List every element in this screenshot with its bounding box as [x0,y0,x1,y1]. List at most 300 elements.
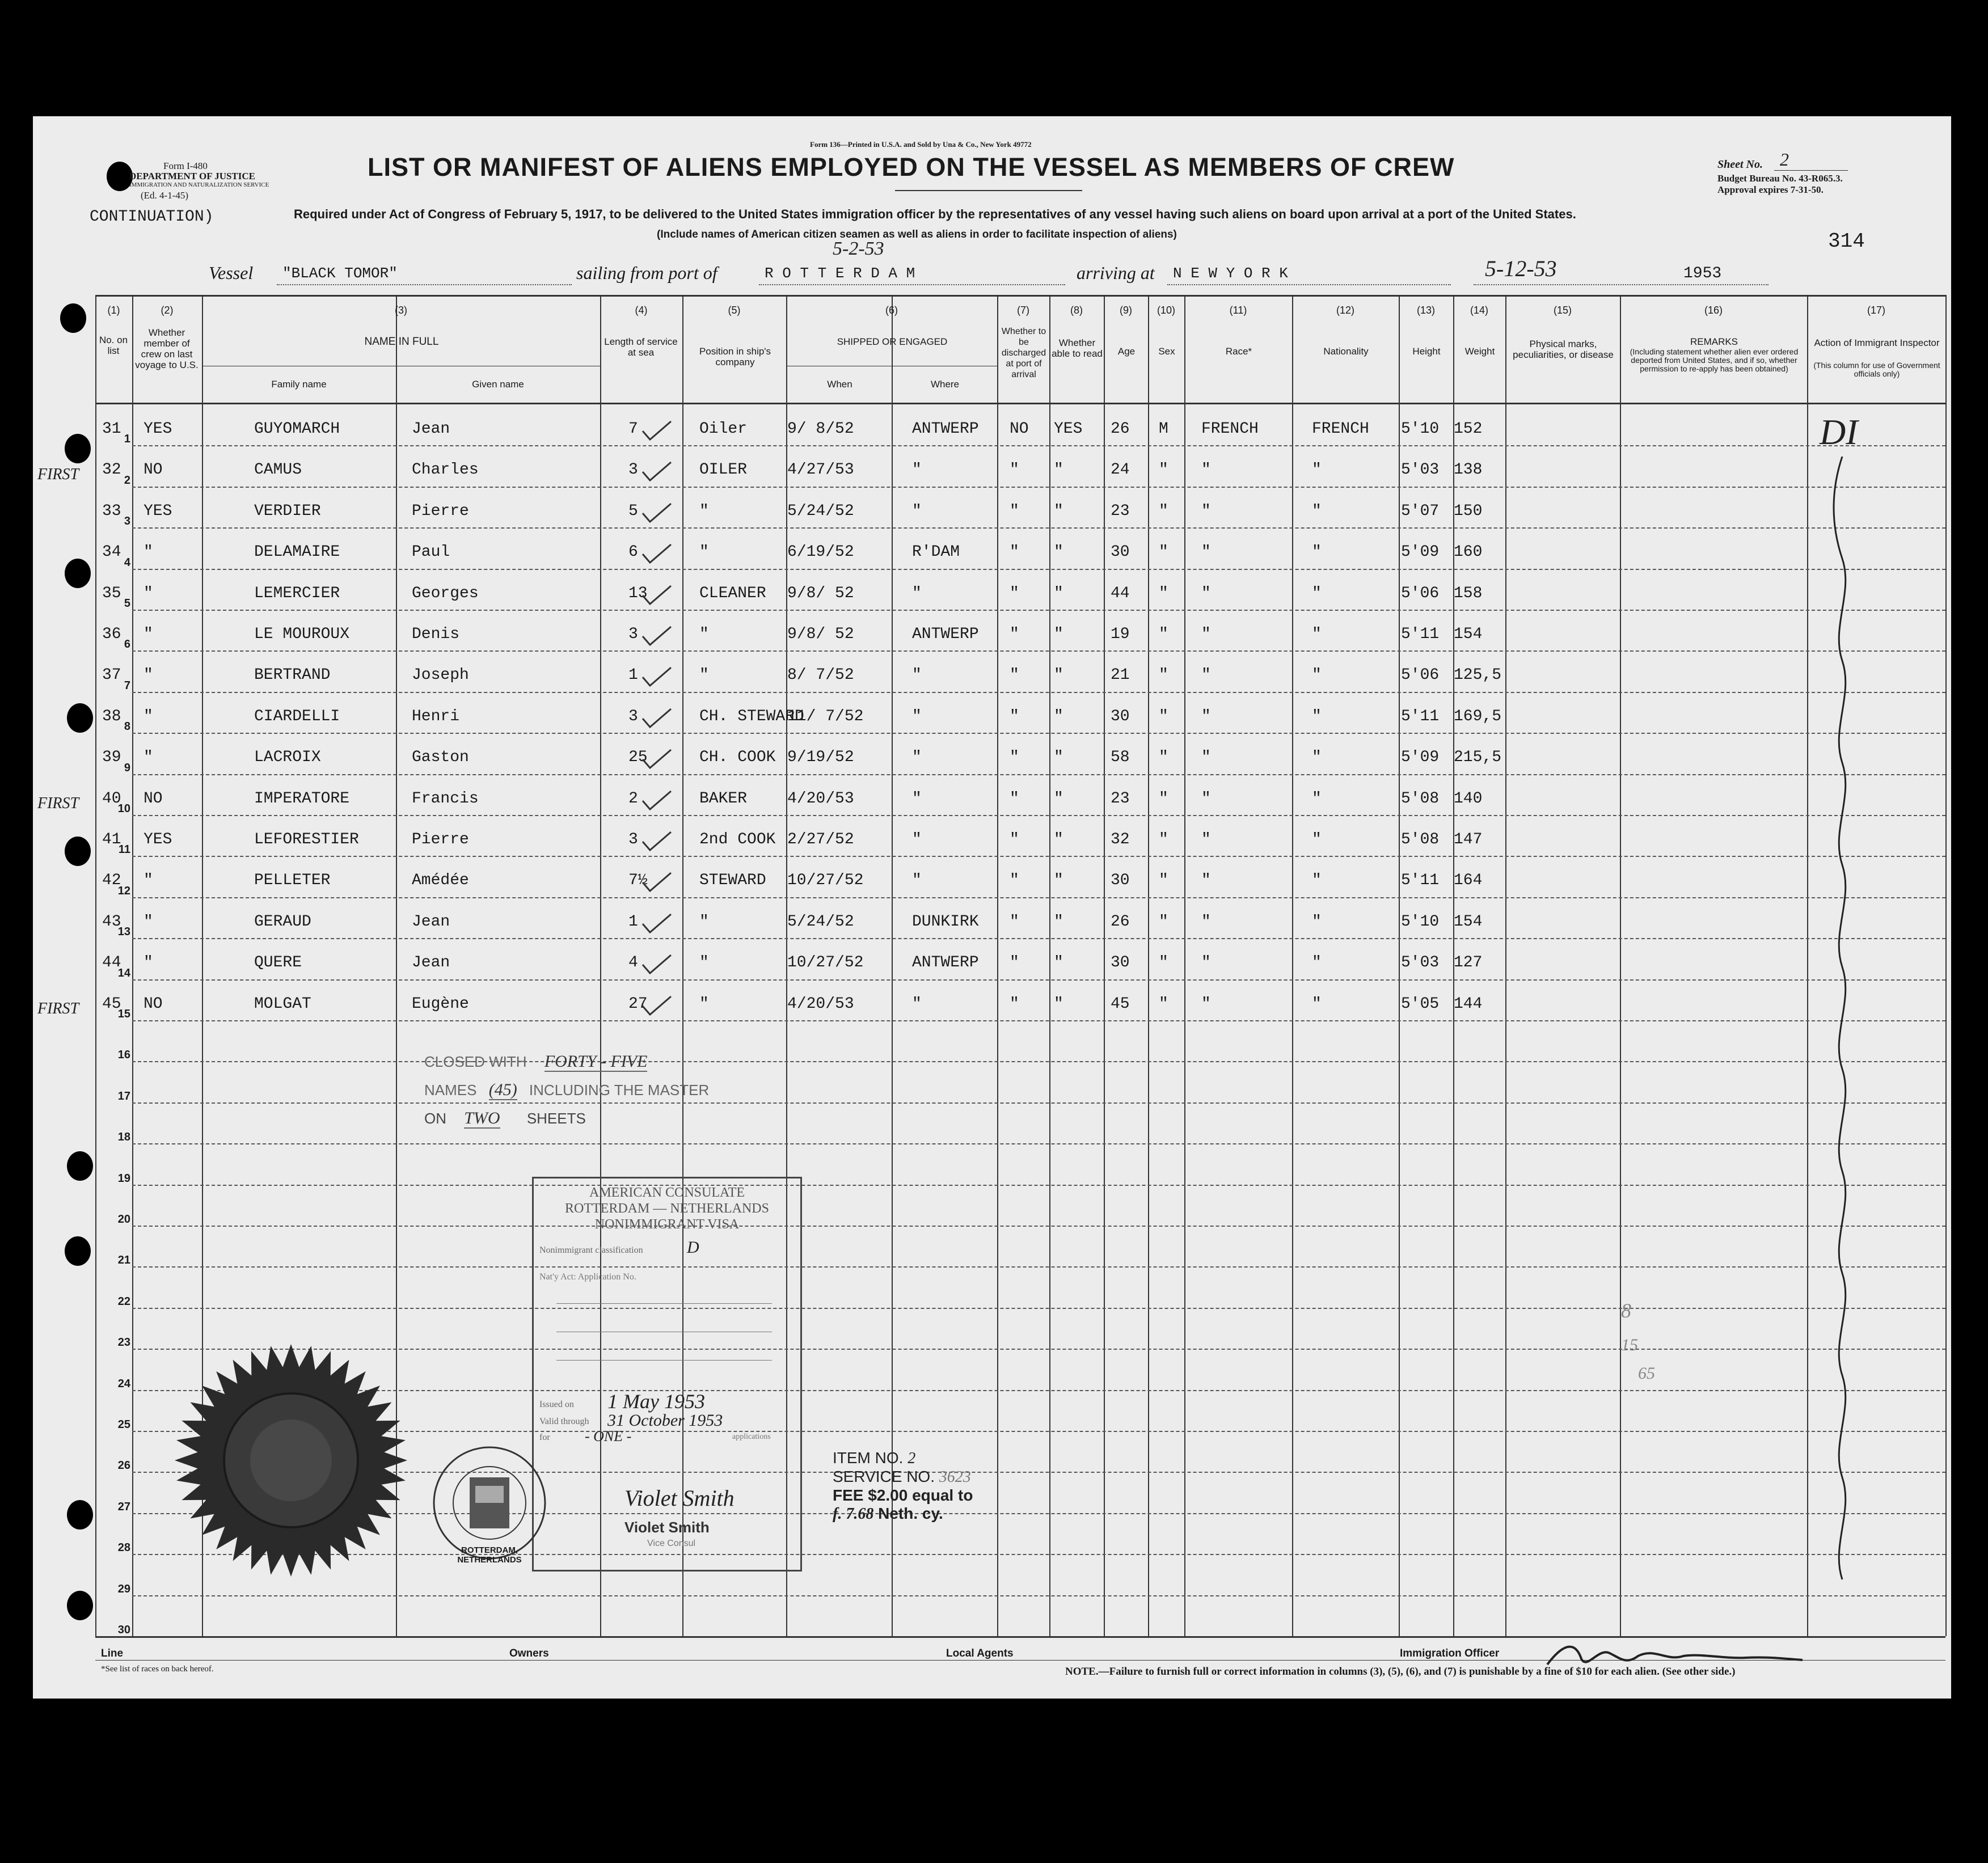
cell-no: 37 [102,666,121,684]
cell-when: 2/27/52 [787,831,854,848]
closing-hand1: FORTY - FIVE [544,1052,648,1071]
cell-family: CAMUS [254,461,302,479]
row-sub-number: 16 [117,1049,130,1061]
consul-signature: Violet Smith [624,1485,735,1511]
cell-height: 5'10 [1401,420,1440,438]
cell-read: " [1054,543,1063,561]
cell-when: 9/8/ 52 [787,626,854,643]
item-line [833,1449,973,1468]
header-age: Age [1117,346,1136,357]
cell-given: Joseph [412,666,469,684]
cell-length: 3 [628,831,638,848]
fee-block [833,1449,973,1523]
cell-age: 24 [1111,461,1130,479]
header-given-name: Given name [472,379,524,390]
closing-post3: SHEETS [526,1110,586,1127]
row-rule [132,527,1945,529]
arrival-port: N E W Y O R K [1173,265,1288,282]
valid-label: Valid through [539,1417,589,1426]
cell-when: 4/27/53 [787,461,854,479]
cell-position: " [699,626,709,643]
cell-family: DELAMAIRE [254,543,340,561]
cell-disch: " [1010,749,1019,766]
cell-age: 26 [1111,913,1130,931]
cell-position: STEWARD [699,872,766,889]
cell-nat: " [1312,790,1322,808]
cell-race: " [1201,708,1211,725]
closing-line2 [424,1080,709,1100]
cell-given: Pierre [412,831,469,848]
cell-height: 5'06 [1401,585,1440,602]
table-header-rule [95,403,1945,404]
cell-length: 1 [628,913,638,931]
header-remarks: REMARKS [1690,336,1738,347]
cell-disch: " [1010,502,1019,520]
cell-age: 30 [1111,543,1130,561]
column-rule [1184,295,1185,1636]
footer-line-label: Line [101,1647,124,1659]
column-number: (17) [1867,305,1885,316]
margin-first-note: FIRST [37,795,79,812]
cell-when: 5/24/52 [787,913,854,931]
cell-given: Henri [412,708,460,725]
cell-crew: " [143,749,153,766]
requirement-text: Required under Act of Congress of February 5, 1917, to be delivered to the United States immigration officer by the representatives of any vessel having such aliens on board upon arrival at a port of the United States. [294,207,1576,221]
cell-sex: " [1159,831,1168,848]
cell-where: " [912,502,922,520]
cell-height: 5'09 [1401,543,1440,561]
cell-length: 13 [628,585,648,602]
column-number: (5) [728,305,741,316]
cell-race: " [1201,502,1211,520]
cell-where: " [912,666,922,684]
column-rule [95,295,96,1636]
cell-height: 5'08 [1401,790,1440,808]
cell-where: DUNKIRK [912,913,979,931]
row-sub-number: 17 [117,1090,130,1102]
header-member-of-crew: Whether member of crew on last voyage to U.S. [135,327,199,370]
footer-officer-label: Immigration Officer [1400,1647,1500,1659]
row-sub-number: 9 [124,762,130,774]
row-rule [132,650,1945,652]
cell-disch: NO [1010,420,1029,438]
classification-value: D [687,1238,699,1257]
column-number: (6) [885,305,898,316]
cell-crew: NO [143,461,163,479]
embossed-seal [169,1336,413,1585]
cell-weight: 160 [1454,543,1483,561]
column-number: (12) [1336,305,1354,316]
row-rule [132,979,1945,981]
consul-title: Vice Consul [647,1539,696,1548]
row-rule [132,569,1945,570]
cell-height: 5'11 [1401,626,1440,643]
check-mark [640,745,674,774]
cell-weight: 150 [1454,502,1483,520]
column-number: (11) [1229,305,1247,316]
tally-2: 15 [1621,1336,1638,1354]
cell-height: 5'07 [1401,502,1440,520]
cell-no: 41 [102,831,121,848]
cell-sex: " [1159,995,1168,1013]
cell-length: 25 [628,749,648,766]
cell-nat: " [1312,585,1322,602]
cell-race: " [1201,831,1211,848]
check-mark [640,910,674,938]
cell-weight: 164 [1454,872,1483,889]
issued-label: Issued on [539,1400,574,1409]
cell-given: Georges [412,585,479,602]
column-number: (16) [1704,305,1723,316]
fine-note: NOTE.—Failure to furnish full or correct information in columns (3), (5), (6), and (7) is punishable by a fine of $10 for each alien. (See other side.) [1065,1666,1736,1678]
cell-sex: " [1159,708,1168,725]
act-label: Nat'y Act: Application No. [539,1272,636,1282]
valid-date: 31 October 1953 [607,1411,723,1430]
cell-nat: " [1312,872,1322,889]
row-sub-number: 27 [117,1501,130,1513]
column-rule [1807,295,1808,1636]
cell-nat: " [1312,954,1322,971]
cell-length: 27 [628,995,648,1013]
cell-no: 44 [102,954,121,971]
row-sub-number: 20 [117,1213,130,1226]
closing-pre1: CLOSED WITH [424,1053,527,1070]
sheet-label: Sheet No. [1717,158,1763,171]
header-length-service: Length of service at sea [604,336,678,358]
header-name-in-full: NAME IN FULL [364,336,439,348]
cell-weight: 158 [1454,585,1483,602]
cell-nat: " [1312,708,1322,725]
manifest-sheet [33,116,1951,1699]
row-rule [132,1102,1945,1104]
cell-age: 30 [1111,872,1130,889]
cell-length: 1 [628,666,638,684]
cell-sex: " [1159,749,1168,766]
item-label: ITEM NO. [833,1449,904,1467]
cell-weight: 154 [1454,913,1483,931]
cell-weight: 215,5 [1454,749,1502,766]
arrival-rule [1167,284,1451,285]
cell-height: 5'11 [1401,872,1440,889]
check-mark [640,458,674,486]
cell-crew: " [143,708,153,725]
cell-no: 36 [102,626,121,643]
cell-no: 43 [102,913,121,931]
consulate-line1: AMERICAN CONSULATE [589,1185,745,1200]
date-rule [1474,284,1768,285]
column-number: (10) [1156,305,1175,316]
cell-when: 11/ 7/52 [787,708,864,725]
cell-read: " [1054,790,1063,808]
cell-disch: " [1010,543,1019,561]
sheet-number: 2 [1780,149,1789,170]
port-rule [759,284,1065,285]
races-note: *See list of races on back hereof. [101,1665,214,1674]
cell-length: 4 [628,954,638,971]
cell-given: Pierre [412,502,469,520]
column-number: (1) [107,305,120,316]
row-sub-number: 12 [117,885,130,897]
cell-position: BAKER [699,790,748,808]
check-mark [640,581,674,610]
cell-no: 33 [102,502,121,520]
inspector-mark: DI [1820,412,1858,452]
cell-crew: " [143,585,153,602]
row-sub-number: 29 [117,1583,130,1595]
closing-line1 [424,1052,647,1071]
cell-family: VERDIER [254,502,321,520]
punch-hole [67,703,93,733]
cell-where: ANTWERP [912,954,979,971]
cell-weight: 138 [1454,461,1483,479]
continuation-label: CONTINUATION) [90,208,214,226]
cell-age: 30 [1111,708,1130,725]
cell-family: LEMERCIER [254,585,340,602]
cell-where: " [912,585,922,602]
printer-line: Form 136—Printed in U.S.A. and Sold by Una & Co., New York 49772 [810,140,1032,149]
service-line [833,1468,973,1486]
row-sub-number: 2 [124,474,130,487]
cell-length: 7 [628,420,638,438]
cell-length: 3 [628,708,638,725]
cell-position: " [699,543,709,561]
cell-when: 10/27/52 [787,872,864,889]
sailing-date: 5-2-53 [833,238,884,259]
cell-family: CIARDELLI [254,708,340,725]
cell-no: 35 [102,585,121,602]
service-number: 3623 [939,1468,971,1486]
cell-read: " [1054,995,1063,1013]
vessel-name: "BLACK TOMOR" [282,265,398,282]
cell-position: " [699,995,709,1013]
service-name: IMMIGRATION AND NATURALIZATION SERVICE [129,181,269,188]
column-number: (14) [1470,305,1488,316]
cell-nat: FRENCH [1312,420,1369,438]
cell-crew: " [143,626,153,643]
cell-length: 5 [628,502,638,520]
cell-no: 40 [102,790,121,808]
row-rule [132,1185,1945,1186]
consulate-line3: NONIMMIGRANT VISA [594,1217,740,1232]
cell-height: 5'08 [1401,831,1440,848]
column-number: (8) [1070,305,1083,316]
closing-pre3: ON [424,1110,446,1127]
column-rule [1148,295,1149,1636]
header-when: When [827,379,852,390]
cell-sex: " [1159,790,1168,808]
margin-first-note: FIRST [37,466,79,483]
cell-when: 5/24/52 [787,502,854,520]
check-mark [640,950,674,979]
closing-hand2: (45) [488,1080,517,1099]
cell-nat: " [1312,461,1322,479]
cell-no: 38 [102,708,121,725]
cell-sex: " [1159,626,1168,643]
row-sub-number: 8 [124,720,130,733]
cell-no: 42 [102,872,121,889]
cell-weight: 140 [1454,790,1483,808]
header-height: Height [1412,346,1441,357]
cell-crew: NO [143,995,163,1013]
cell-position: 2nd COOK [699,831,776,848]
cell-family: GERAUD [254,913,311,931]
cell-read: " [1054,872,1063,889]
cell-position: OILER [699,461,748,479]
cell-age: 19 [1111,626,1130,643]
cell-disch: " [1010,585,1019,602]
header-action-note: (This column for use of Government officials only) [1813,361,1940,378]
cell-crew: " [143,666,153,684]
column-number: (9) [1120,305,1132,316]
cell-read: " [1054,749,1063,766]
cell-race: " [1201,626,1211,643]
for-value: - ONE - [585,1428,632,1444]
column-number: (3) [395,305,407,316]
fee-local: f. 7.68 [833,1505,874,1523]
cell-race: FRENCH [1201,420,1259,438]
cell-no: 34 [102,543,121,561]
inspector-wavy-line [1820,457,1865,1619]
cell-read: " [1054,585,1063,602]
cell-length: 7½ [628,872,648,889]
cell-where: " [912,790,922,808]
budget-number: Budget Bureau No. 43-R065.3. [1717,173,1843,184]
check-mark [640,787,674,815]
page-number: 314 [1828,230,1865,253]
cell-when: 4/20/53 [787,995,854,1013]
cell-crew: " [143,543,153,561]
cell-read: YES [1054,420,1083,438]
header-sex: Sex [1158,346,1175,357]
consulate-line2: ROTTERDAM — NETHERLANDS [565,1201,769,1216]
closing-hand3: TWO [464,1109,500,1127]
applications-label: applications [732,1433,771,1441]
cell-weight: 169,5 [1454,708,1502,725]
column-rule [1104,295,1105,1636]
row-sub-number: 3 [124,515,130,527]
sailing-port: R O T T E R D A M [765,265,915,282]
closing-post2: INCLUDING THE MASTER [529,1082,710,1099]
row-rule [132,938,1945,939]
cell-read: " [1054,708,1063,725]
cell-given: Jean [412,913,450,931]
header-discharged: Whether to be discharged at port of arrival [1001,327,1046,379]
column-rule [1945,295,1947,1636]
cell-family: LE MOUROUX [254,626,350,643]
cell-height: 5'03 [1401,461,1440,479]
cell-family: BERTRAND [254,666,331,684]
row-rule [132,692,1945,693]
column-rule [997,295,998,1636]
cell-no: 39 [102,749,121,766]
cell-age: 30 [1111,954,1130,971]
row-sub-number: 14 [117,967,130,979]
check-mark [640,868,674,897]
row-sub-number: 11 [118,843,130,856]
cell-length: 3 [628,626,638,643]
cell-weight: 154 [1454,626,1483,643]
cell-disch: " [1010,461,1019,479]
cell-when: 9/ 8/52 [787,420,854,438]
seal-text: ROTTERDAM, NETHERLANDS [457,1545,522,1565]
row-rule [132,445,1945,446]
punch-hole [65,837,91,866]
row-rule [132,487,1945,488]
cell-where: " [912,708,922,725]
row-rule [132,1308,1945,1309]
cell-when: 6/19/52 [787,543,854,561]
cell-sex: M [1159,420,1168,438]
cell-crew: NO [143,790,163,808]
row-rule [132,897,1945,898]
cell-age: 23 [1111,790,1130,808]
column-number: (7) [1017,305,1029,316]
cell-family: LEFORESTIER [254,831,359,848]
fee-local-line [833,1505,973,1523]
vessel-label: Vessel [209,263,254,283]
row-rule [132,1020,1945,1021]
row-sub-number: 28 [117,1541,130,1554]
cell-race: " [1201,666,1211,684]
punch-hole [65,434,91,463]
cell-family: IMPERATORE [254,790,350,808]
cell-age: 32 [1111,831,1130,848]
header-read: Whether able to read [1052,337,1103,359]
cell-race: " [1201,585,1211,602]
cell-position: " [699,954,709,971]
cell-where: " [912,749,922,766]
column-number: (15) [1553,305,1572,316]
row-rule [132,856,1945,857]
header-nationality: Nationality [1323,346,1369,357]
cell-position: " [699,913,709,931]
cell-disch: " [1010,995,1019,1013]
cell-length: 6 [628,543,638,561]
check-mark [640,992,674,1020]
closing-pre2: NAMES [424,1082,477,1099]
consular-round-seal [430,1443,549,1562]
cell-nat: " [1312,626,1322,643]
arriving-label: arriving at [1077,263,1155,283]
row-rule [132,1266,1945,1268]
header-shipped: SHIPPED OR ENGAGED [837,336,948,347]
cell-weight: 152 [1454,420,1483,438]
row-sub-number: 24 [117,1378,130,1390]
footer-agents-label: Local Agents [946,1647,1014,1659]
cell-length: 3 [628,461,638,479]
cell-sex: " [1159,666,1168,684]
cell-height: 5'10 [1401,913,1440,931]
issued-date: 1 May 1953 [607,1390,705,1413]
row-rule [132,815,1945,816]
cell-nat: " [1312,831,1322,848]
cell-length: 2 [628,790,638,808]
row-sub-number: 21 [117,1254,130,1266]
check-mark [640,827,674,856]
cell-height: 5'05 [1401,995,1440,1013]
cell-disch: " [1010,831,1019,848]
cell-disch: " [1010,626,1019,643]
cell-age: 21 [1111,666,1130,684]
cell-height: 5'11 [1401,708,1440,725]
header-position: Position in ship's company [699,346,771,367]
cell-when: 4/20/53 [787,790,854,808]
row-sub-number: 30 [117,1624,130,1636]
cell-crew: " [143,954,153,971]
cell-race: " [1201,543,1211,561]
column-rule [1292,295,1293,1636]
punch-hole [67,1151,93,1181]
